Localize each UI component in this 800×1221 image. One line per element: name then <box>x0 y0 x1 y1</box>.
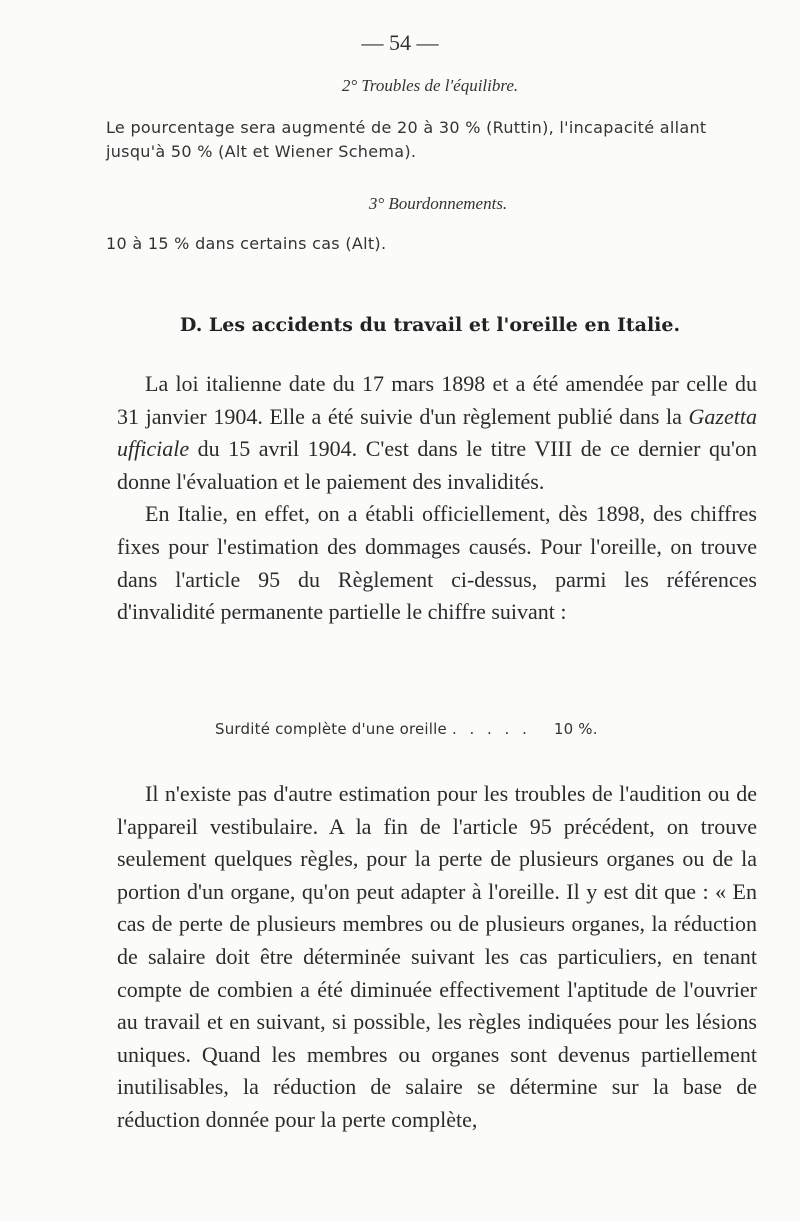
paragraph-bourdonnements: 10 à 15 % dans certains cas (Alt). <box>106 234 387 253</box>
paragraph-troubles-equilibre: Le pourcentage sera augmenté de 20 à 30 % (Ruttin), l'incapacité allant jusqu'à 50 % (Alt et Wiener Schema). <box>106 118 707 161</box>
body-paragraphs-bottom <box>117 778 757 1137</box>
formula-label: Surdité complète d'une oreille <box>215 720 447 738</box>
paragraph-en-italie: En Italie, en effet, on a établi officiellement, dès 1898, des chiffres fixes pour l'estimation des dommages causés. Pour l'oreille, on trouve dans l'article 95 du Règlement ci-dessus, parmi les références d'invalidité permanente partielle le chiffre suivant : <box>117 501 757 625</box>
paragraph-loi-text-after: du 15 avril 1904. C'est dans le titre VIII de ce dernier qu'on donne l'évaluation et le paiement des invalidités. <box>117 436 757 494</box>
paragraph-il-nexiste: Il n'existe pas d'autre estimation pour les troubles de l'audition ou de l'appareil vestibulaire. A la fin de l'article 95 précédent, on trouve seulement quelques règles, pour la perte de plusieurs organes ou de la portion d'un organe, qu'on peut adapter à l'oreille. Il y est dit que : « En cas de perte de plusieurs membres ou de plusieurs organes, la réduction de salaire doit être déterminée suivant les cas particuliers, en tenant compte de combien a été diminuée effectivement l'aptitude de l'ouvrier au travail et en suivant, si possible, les règles indiquées pour les lésions uniques. Quand les membres ou organes sont devenus partiellement inutilisables, la réduction de salaire se détermine sur la base de réduction donnée pour la perte complète, <box>117 781 757 1132</box>
page-number: — 54 — <box>361 30 439 55</box>
subheading-troubles-equilibre: 2° Troubles de l'équilibre. <box>341 76 519 95</box>
paragraph-loi-italienne <box>117 368 757 498</box>
section-title-italie: D. Les accidents du travail et l'oreille en Italie. <box>179 314 681 336</box>
formula-value: 10 %. <box>553 720 598 738</box>
gazette-title: Gazetta ufficiale <box>117 403 757 462</box>
formula-line <box>215 720 598 738</box>
formula-dots: . . . . . <box>451 720 531 738</box>
paragraph-loi-text-before: La loi italienne date du 17 mars 1898 et a été amendée par celle du 31 janvier 1904. Elle a été suivie d'un règlement publié dans la <box>117 371 757 429</box>
subheading-bourdonnements: 3° Bourdonnements. <box>368 194 508 213</box>
body-paragraphs-top <box>117 368 757 629</box>
